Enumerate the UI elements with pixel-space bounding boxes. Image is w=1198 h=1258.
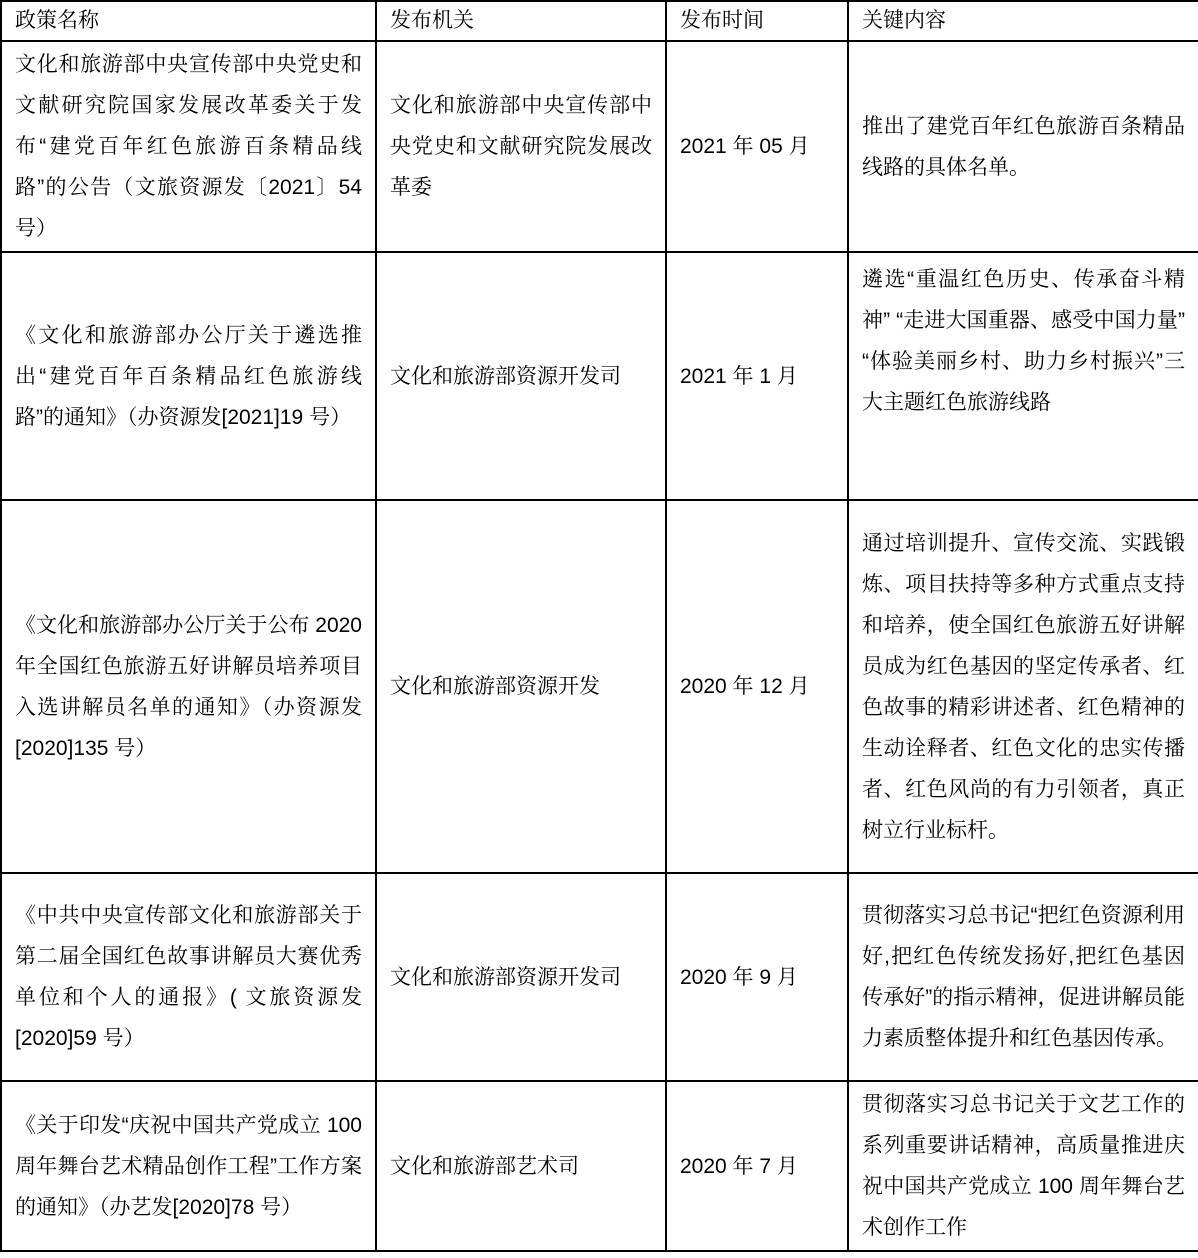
issuing-agency-cell: 文化和旅游部艺术司 — [376, 1081, 666, 1251]
table-header-row — [1, 1, 1198, 41]
key-content-cell: 推出了建党百年红色旅游百条精品线路的具体名单。 — [848, 41, 1198, 252]
key-content-cell: 贯彻落实习总书记“把红色资源利用好,把红色传统发扬好,把红色基因传承好”的指示精神，促进讲解员能力素质整体提升和红色基因传承。 — [848, 873, 1198, 1081]
publish-date-cell: 2021 年 1 月 — [666, 252, 848, 500]
table-row — [1, 252, 1198, 500]
publish-date-cell: 2020 年 7 月 — [666, 1081, 848, 1251]
key-content-cell: 贯彻落实习总书记关于文艺工作的系列重要讲话精神，高质量推进庆祝中国共产党成立 100 周年舞台艺术创作工作 — [848, 1081, 1198, 1251]
key-content-cell: 通过培训提升、宣传交流、实践锻炼、项目扶持等多种方式重点支持和培养，使全国红色旅游五好讲解员成为红色基因的坚定传承者、红色故事的精彩讲述者、红色精神的生动诠释者、红色文化的忠实传播者、红色风尚的有力引领者，真正树立行业标杆。 — [848, 500, 1198, 873]
policy-name-cell: 《文化和旅游部办公厅关于公布 2020 年全国红色旅游五好讲解员培养项目入选讲解员名单的通知》（办资源发[2020]135 号） — [1, 500, 376, 873]
issuing-agency-cell: 文化和旅游部中央宣传部中央党史和文献研究院发展改革委 — [376, 41, 666, 252]
policy-name-cell: 《中共中央宣传部文化和旅游部关于第二届全国红色故事讲解员大赛优秀单位和个人的通报》( 文旅资源发[2020]59 号） — [1, 873, 376, 1081]
col-header-policy-name: 政策名称 — [1, 1, 376, 41]
policy-name-cell: 《关于印发“庆祝中国共产党成立 100 周年舞台艺术精品创作工程”工作方案的通知》（办艺发[2020]78 号） — [1, 1081, 376, 1251]
col-header-issuing-agency: 发布机关 — [376, 1, 666, 41]
publish-date-cell: 2020 年 9 月 — [666, 873, 848, 1081]
issuing-agency-cell: 文化和旅游部资源开发司 — [376, 252, 666, 500]
table-row — [1, 500, 1198, 873]
table-row — [1, 873, 1198, 1081]
policy-name-cell: 文化和旅游部中央宣传部中央党史和文献研究院国家发展改革委关于发布“建党百年红色旅游百条精品线路”的公告（文旅资源发〔2021〕54 号） — [1, 41, 376, 252]
table-row — [1, 1081, 1198, 1251]
issuing-agency-cell: 文化和旅游部资源开发 — [376, 500, 666, 873]
publish-date-cell: 2020 年 12 月 — [666, 500, 848, 873]
col-header-key-content: 关键内容 — [848, 1, 1198, 41]
key-content-cell: 遴选“重温红色历史、传承奋斗精神” “走进大国重器、感受中国力量” “体验美丽乡村、助力乡村振兴”三大主题红色旅游线路 — [848, 252, 1198, 500]
publish-date-cell: 2021 年 05 月 — [666, 41, 848, 252]
table-row — [1, 41, 1198, 252]
col-header-publish-date: 发布时间 — [666, 1, 848, 41]
issuing-agency-cell: 文化和旅游部资源开发司 — [376, 873, 666, 1081]
policy-name-cell: 《文化和旅游部办公厅关于遴选推出“建党百年百条精品红色旅游线路”的通知》（办资源发[2021]19 号） — [1, 252, 376, 500]
